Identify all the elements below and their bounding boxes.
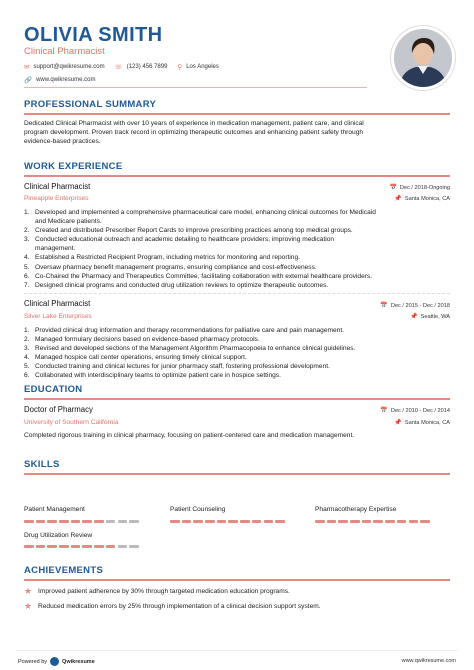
education-dates-text: Dec / 2010 - Dec / 2014 — [390, 408, 450, 414]
candidate-title: Clinical Pharmacist — [24, 46, 105, 57]
job-divider — [24, 293, 450, 294]
list-item — [24, 226, 454, 235]
brand-name[interactable]: Qwikresume — [62, 658, 95, 665]
skill-segment-filled — [205, 520, 215, 523]
skill-level-bar — [170, 520, 287, 523]
skill-segment-empty — [118, 520, 128, 523]
skill-segment-filled — [362, 520, 372, 523]
list-number: 1. — [24, 327, 30, 334]
powered-by — [18, 657, 95, 666]
footer — [0, 650, 474, 670]
skill-segment-filled — [338, 520, 348, 523]
list-number — [24, 217, 35, 226]
achievement-text: Reduced medication errors by 25% through implementation of a clinical decision support system. — [38, 603, 321, 610]
job-location-text: Santa Monica, CA — [404, 196, 450, 202]
list-item — [24, 371, 454, 380]
website-link[interactable]: www.qwikresume.com — [36, 77, 96, 83]
phone-text: (123) 456 7899 — [126, 64, 168, 70]
calendar-icon: 📅 — [389, 185, 397, 191]
skill-segment-filled — [94, 545, 104, 548]
skill-segment-filled — [36, 520, 46, 523]
skill-segment-filled — [94, 520, 104, 523]
list-text: and Medicare patients. — [35, 218, 102, 226]
job-location — [410, 313, 450, 320]
job-dates-text: Dec / 2018-Ongoing — [399, 185, 450, 191]
job-company: Pineapple Enterprises — [24, 195, 89, 202]
education-location — [394, 419, 450, 426]
achievements-rule — [24, 579, 450, 581]
pin-icon: 📌 — [394, 196, 402, 202]
skill-segment-filled — [409, 520, 419, 523]
skill-segment-filled — [82, 545, 92, 548]
list-text: Collaborated with interdisciplinary teams to optimize patient care in hospice settings. — [35, 372, 281, 380]
list-item — [24, 281, 454, 290]
star-icon: ★ — [24, 601, 33, 611]
skill-segment-filled — [71, 520, 81, 523]
list-number: 7. — [24, 281, 30, 289]
skill-segment-filled — [193, 520, 203, 523]
skill-segment-filled — [373, 520, 383, 523]
list-item — [24, 272, 454, 281]
qwikresume-logo-icon — [50, 657, 59, 666]
list-number: 6. — [24, 372, 30, 380]
pin-icon: 📌 — [410, 314, 418, 320]
summary-rule — [24, 113, 450, 115]
skill-segment-filled — [59, 520, 69, 523]
skill-segment-empty — [118, 545, 128, 548]
achievement-text: Improved patient adherence by 30% through targeted medication education programs. — [38, 588, 290, 595]
list-text: Conducted educational outreach and academic detailing to healthcare providers, improving medication — [35, 236, 335, 244]
skill-level-bar — [24, 520, 141, 523]
skill-segment-filled — [47, 545, 57, 548]
list-text: Co-Chaired the Pharmacy and Therapeutics Committee, facilitating collaboration with external healthcare providers. — [35, 272, 373, 280]
job-title: Clinical Pharmacist — [24, 182, 91, 191]
skill-segment-filled — [182, 520, 192, 523]
skill-segment-empty — [129, 545, 139, 548]
summary-heading: PROFESSIONAL SUMMARY — [24, 99, 157, 110]
list-item — [24, 335, 454, 344]
education-rule — [24, 398, 450, 400]
candidate-name: OLIVIA SMITH — [24, 24, 163, 46]
degree-title: Doctor of Pharmacy — [24, 405, 93, 414]
job-location-text: Seattle, WA — [420, 314, 450, 320]
skill-segment-filled — [275, 520, 285, 523]
list-text: Managed formulary decisions based on evidence-based pharmacy protocols. — [35, 336, 260, 344]
pin-icon: 📌 — [394, 420, 402, 426]
list-text: management. — [35, 245, 76, 253]
skill-name: Patient Counseling — [170, 506, 226, 513]
contact-row — [24, 63, 219, 71]
school-name: University of Southern California — [24, 419, 119, 426]
skill-segment-filled — [420, 520, 430, 523]
skill-segment-filled — [36, 545, 46, 548]
footer-website-link[interactable]: www.qwikresume.com — [401, 658, 456, 664]
skill-segment-filled — [252, 520, 262, 523]
skill-segment-filled — [217, 520, 227, 523]
website-row — [24, 76, 95, 84]
list-item — [24, 362, 454, 371]
list-item — [24, 235, 454, 244]
summary-text — [24, 119, 454, 146]
location-text: Los Angeles — [186, 64, 219, 70]
link-icon: 🔗 — [24, 77, 33, 84]
education-heading: EDUCATION — [24, 384, 83, 395]
powered-by-text: Powered by — [18, 658, 48, 665]
skills-heading: SKILLS — [24, 459, 60, 470]
list-item — [24, 263, 454, 272]
list-item — [24, 208, 454, 217]
email-link[interactable]: support@qwikresume.com — [33, 64, 105, 70]
skill-name: Patient Management — [24, 506, 85, 513]
location-pin-icon: ⚲ — [177, 64, 183, 71]
skill-level-bar — [24, 545, 141, 548]
skill-segment-filled — [24, 520, 34, 523]
list-text: Designed clinical programs and conducted drug utilization reviews to optimize therapeutic outcomes. — [35, 281, 329, 289]
skill-segment-filled — [59, 545, 69, 548]
skill-name: Pharmacotherapy Expertise — [315, 506, 397, 513]
mail-icon: ✉ — [24, 64, 30, 71]
footer-divider — [16, 650, 458, 651]
calendar-icon: 📅 — [380, 408, 388, 414]
list-number: 4. — [24, 354, 30, 362]
job-dates — [389, 184, 450, 191]
skill-segment-filled — [264, 520, 274, 523]
profile-photo — [391, 26, 455, 90]
list-number: 5. — [24, 363, 30, 371]
list-item — [24, 326, 454, 335]
skill-segment-filled — [228, 520, 238, 523]
education-location-text: Santa Monica, CA — [404, 420, 450, 426]
list-number: 6. — [24, 272, 30, 280]
job-dates-text: Dec / 2015 - Dec / 2018 — [390, 303, 450, 309]
achievements-heading: ACHIEVEMENTS — [24, 565, 104, 576]
list-number — [24, 244, 35, 253]
education-description: Completed rigorous training in clinical pharmacy, focusing on patient-centered care and medication management. — [24, 432, 355, 439]
experience-heading: WORK EXPERIENCE — [24, 161, 123, 172]
header-divider — [24, 87, 367, 88]
skill-segment-filled — [240, 520, 250, 523]
list-number: 2. — [24, 227, 30, 235]
summary-line: evidence-based practices. — [24, 138, 101, 146]
list-text: Developed and implemented a comprehensive pharmaceutical care model, enhancing clinical outcomes for Medicaid — [35, 209, 376, 216]
list-item — [24, 244, 454, 253]
skill-segment-filled — [106, 545, 116, 548]
skill-segment-empty — [129, 520, 139, 523]
skill-segment-filled — [350, 520, 360, 523]
skill-segment-filled — [24, 545, 34, 548]
job-dates — [380, 302, 450, 309]
summary-line: program development. Proven track record in optimizing therapeutic outcomes and enhancing patient safety through — [24, 129, 364, 137]
list-text: Created and distributed Prescriber Report Cards to improve prescribing practices among top medical groups. — [35, 227, 353, 235]
list-text: Oversaw pharmacy benefit management programs, ensuring compliance and cost-effectiveness. — [35, 263, 317, 271]
skill-segment-filled — [327, 520, 337, 523]
skill-segment-filled — [71, 545, 81, 548]
skills-rule — [24, 473, 450, 475]
summary-line: Dedicated Clinical Pharmacist with over 10 years of experience in medication management, patient care, and clinical — [24, 120, 364, 127]
skill-segment-filled — [397, 520, 407, 523]
skill-segment-filled — [170, 520, 180, 523]
list-text: Established a Restricted Recipient Program, including metrics for monitoring and reporting. — [35, 254, 300, 262]
job-location — [394, 195, 450, 202]
list-text: Conducted training and clinical lectures for junior pharmacy staff, fostering professional development. — [35, 363, 330, 371]
skill-segment-filled — [315, 520, 325, 523]
list-text: Managed hospice call center operations, ensuring timely clinical support. — [35, 354, 247, 362]
job-bullets — [24, 326, 454, 381]
list-number: 2. — [24, 336, 30, 344]
skill-segment-filled — [47, 520, 57, 523]
list-number: 5. — [24, 263, 30, 271]
skill-segment-filled — [82, 520, 92, 523]
list-item — [24, 353, 454, 362]
star-icon: ★ — [24, 586, 33, 596]
education-dates — [380, 407, 450, 414]
list-number: 3. — [24, 345, 30, 353]
calendar-icon: 📅 — [380, 303, 388, 309]
job-bullets — [24, 208, 454, 290]
list-number: 4. — [24, 254, 30, 262]
skill-segment-empty — [106, 520, 116, 523]
list-text: Provided clinical drug information and therapy recommendations for palliative care and pain management. — [35, 327, 344, 334]
list-number: 1. — [24, 209, 30, 216]
list-item — [24, 344, 454, 353]
job-title: Clinical Pharmacist — [24, 299, 91, 308]
skill-segment-filled — [385, 520, 395, 523]
achievement-item — [24, 601, 321, 612]
achievement-item — [24, 586, 290, 597]
skill-level-bar — [315, 520, 432, 523]
skill-name: Drug Utilization Review — [24, 532, 93, 539]
list-item — [24, 253, 454, 262]
phone-icon: ☏ — [114, 64, 123, 71]
job-company: Silver Lake Enterprises — [24, 313, 92, 320]
list-text: Revised and developed sections of the Management Algorithm Pharmacopoeia to enhance clinical guidelines. — [35, 345, 356, 353]
experience-rule — [24, 175, 450, 177]
list-number: 3. — [24, 236, 30, 244]
list-item — [24, 217, 454, 226]
